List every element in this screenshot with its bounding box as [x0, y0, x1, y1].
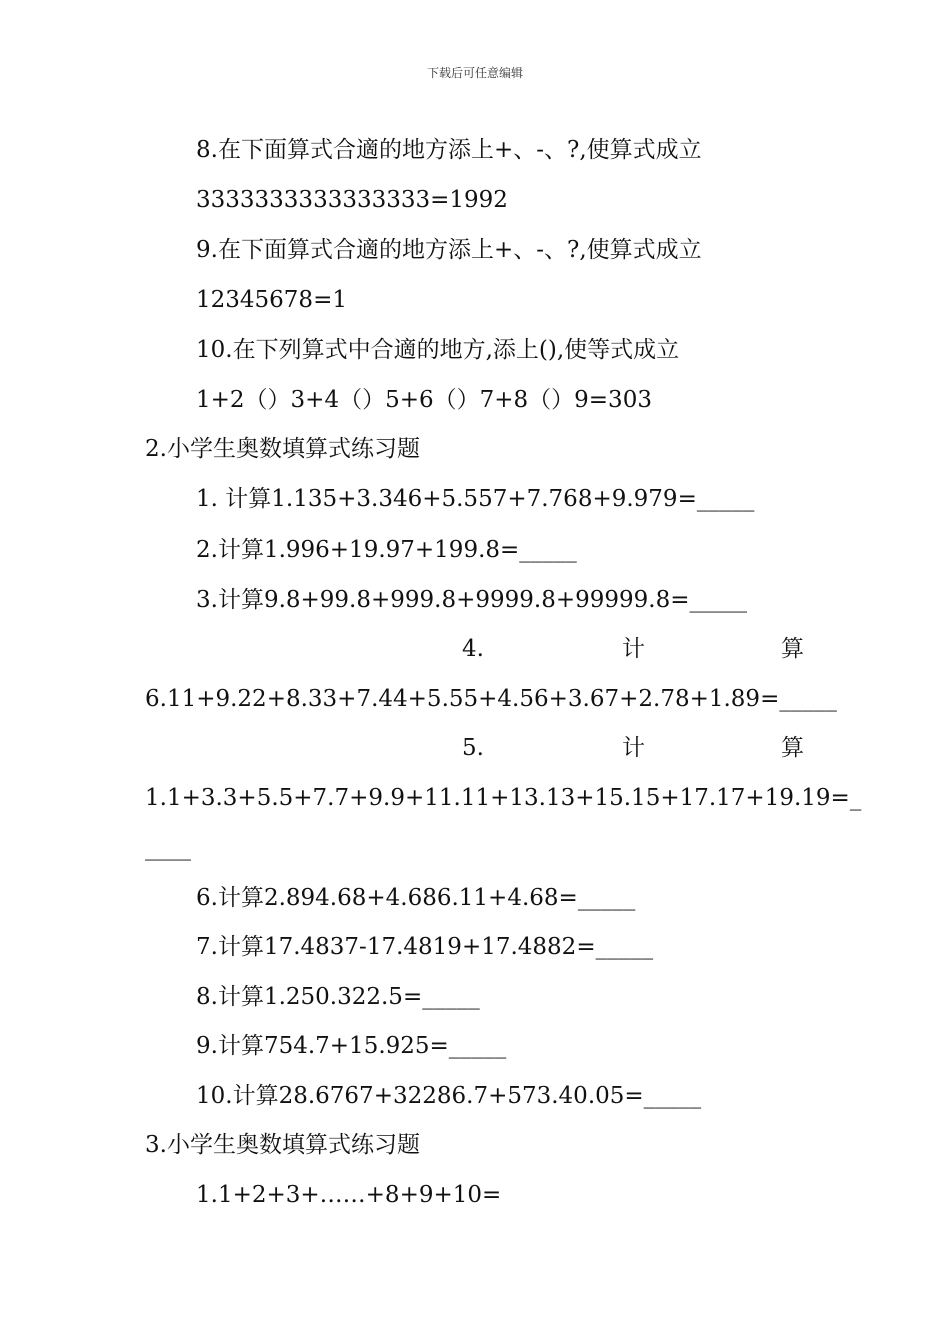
problem-number: 5.	[462, 735, 484, 761]
problem-line: 8.计算1.250.322.5=_____	[196, 984, 480, 1010]
section-heading: 2.小学生奥数填算式练习题	[145, 436, 420, 462]
problem-line: 1+2（）3+4（）5+6（）7+8（）9=303	[196, 387, 652, 413]
justified-problem-line	[145, 733, 807, 763]
problem-line: ____	[145, 835, 191, 861]
problem-word: 计	[622, 735, 645, 761]
problem-line: 3333333333333333=1992	[196, 187, 508, 213]
problem-word: 算	[781, 636, 804, 662]
problem-line: 1. 计算1.135+3.346+5.557+7.768+9.979=_____	[196, 486, 755, 512]
problem-line: 1.1+2+3+……+8+9+10=	[196, 1182, 502, 1208]
problem-word: 算	[781, 735, 804, 761]
problem-line: 7.计算17.4837-17.4819+17.4882=_____	[196, 934, 654, 960]
problem-number: 4.	[462, 636, 484, 662]
problem-line: 6.计算2.894.68+4.686.11+4.68=_____	[196, 885, 636, 911]
problem-line: 9.在下面算式合適的地方添上+、-、?,使算式成立	[196, 237, 702, 263]
problem-line: 12345678=1	[196, 287, 347, 313]
section-heading: 3.小学生奥数填算式练习题	[145, 1132, 420, 1158]
problem-line: 6.11+9.22+8.33+7.44+5.55+4.56+3.67+2.78+1.89=_____	[145, 686, 837, 712]
problem-line: 8.在下面算式合適的地方添上+、-、?,使算式成立	[196, 137, 702, 163]
problem-line: 3.计算9.8+99.8+999.8+9999.8+99999.8=_____	[196, 587, 748, 613]
page-header: 下载后可任意编辑	[426, 66, 523, 80]
problem-line: 1.1+3.3+5.5+7.7+9.9+11.11+13.13+15.15+17.17+19.19=_	[145, 785, 862, 811]
justified-problem-line	[145, 634, 807, 664]
problem-line: 10.在下列算式中合適的地方,添上(),使等式成立	[196, 337, 680, 363]
problem-word: 计	[622, 636, 645, 662]
problem-line: 10.计算28.6767+32286.7+573.40.05=_____	[196, 1083, 702, 1109]
problem-line: 9.计算754.7+15.925=_____	[196, 1033, 507, 1059]
problem-line: 2.计算1.996+19.97+199.8=_____	[196, 537, 577, 563]
